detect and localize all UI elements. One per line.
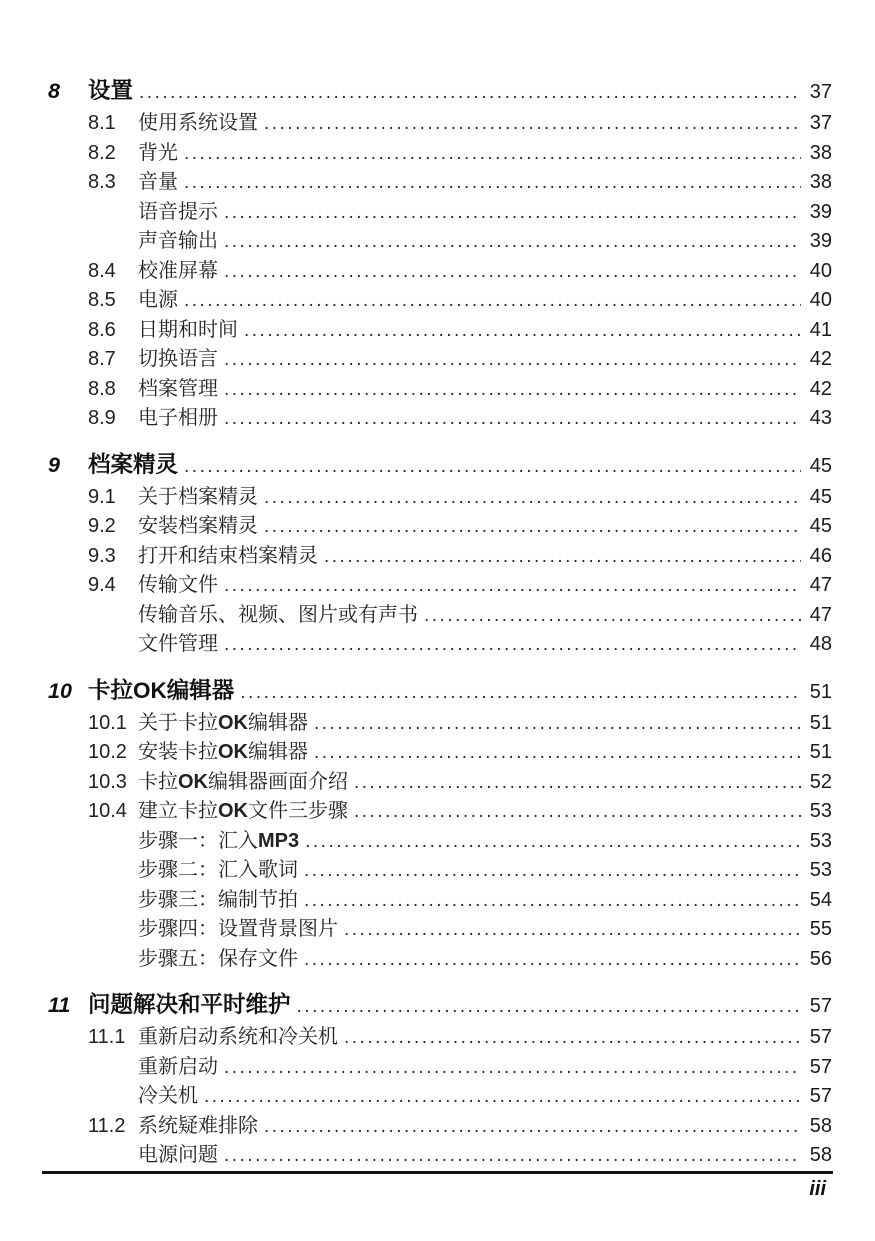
- entry-page-number: 56: [809, 947, 832, 970]
- dot-leader: [264, 483, 801, 513]
- dot-leader: [139, 74, 801, 109]
- entry-number: 9.4: [88, 574, 116, 596]
- folio-page-number: iii: [809, 1178, 826, 1200]
- entry-title: [138, 316, 238, 345]
- entry-page-number: 41: [809, 318, 832, 341]
- entry-number: 8.2: [88, 141, 116, 164]
- entry-page-number: 40: [809, 289, 832, 311]
- toc-chapter-9: [48, 448, 832, 483]
- dot-leader: [224, 198, 801, 228]
- dot-leader: [184, 448, 801, 483]
- dot-leader: [244, 316, 801, 346]
- toc-subentry: [138, 915, 832, 945]
- title-segment: 安装卡拉: [138, 741, 218, 763]
- title-segment: 步骤二：汇入歌词: [138, 859, 298, 881]
- entry-page-number: 46: [809, 544, 832, 567]
- entry-number: 10.3: [88, 770, 127, 793]
- toc-entry-9.1: [88, 483, 832, 513]
- dot-leader: [224, 375, 801, 405]
- dot-leader: [324, 542, 801, 572]
- title-segment: 关于档案精灵: [138, 485, 258, 508]
- toc-subentry: [138, 827, 832, 857]
- entry-title: [138, 915, 338, 944]
- dot-leader: [314, 709, 801, 739]
- entry-page-number: 42: [809, 348, 832, 370]
- dot-leader: [224, 571, 801, 601]
- entry-page-number: 39: [809, 230, 832, 252]
- title-segment: 步骤一：汇入: [138, 829, 258, 852]
- dot-leader: [224, 404, 801, 434]
- entry-number: 10.4: [88, 800, 127, 822]
- entry-page-number: 57: [809, 1026, 832, 1048]
- chapter-title: [88, 988, 291, 1021]
- chapter-number: 10: [48, 678, 72, 703]
- entry-title: [138, 797, 348, 826]
- entry-number: 8.3: [88, 171, 116, 193]
- title-segment: OK: [178, 770, 208, 793]
- title-segment: 打开和结束档案精灵: [138, 544, 318, 567]
- dot-leader: [304, 886, 801, 916]
- entry-number: 11.2: [88, 1114, 126, 1137]
- dot-leader: [344, 915, 801, 945]
- dot-leader: [224, 1053, 801, 1083]
- title-segment: 步骤四：设置背景图片: [138, 918, 338, 940]
- entry-number: 8.4: [88, 259, 116, 282]
- toc-subentry: [138, 227, 832, 257]
- title-segment: 编辑器: [166, 677, 235, 703]
- dot-leader: [344, 1023, 801, 1053]
- title-segment: 关于卡拉: [138, 711, 218, 734]
- entry-page-number: 45: [809, 485, 832, 508]
- entry-number: 8.9: [88, 407, 116, 429]
- entry-number: 10.2: [88, 741, 127, 763]
- toc-entry-8.7: [88, 345, 832, 375]
- toc-entry-10.1: [88, 709, 832, 739]
- entry-page-number: 58: [809, 1144, 832, 1166]
- entry-number: 9.1: [88, 485, 116, 508]
- entry-number: 8.8: [88, 377, 116, 400]
- title-segment: 声音输出: [138, 230, 218, 252]
- dot-leader: [224, 257, 801, 287]
- chapter-number: 8: [48, 79, 60, 103]
- entry-number: 9.3: [88, 544, 116, 567]
- dot-leader: [204, 1082, 801, 1112]
- toc-subentry: [138, 1082, 832, 1112]
- dot-leader: [224, 345, 801, 375]
- toc-chapter-10: [48, 674, 832, 709]
- entry-page-number: 53: [809, 829, 832, 852]
- entry-title: [138, 1023, 338, 1052]
- entry-page-number: 57: [809, 1085, 832, 1107]
- entry-title: [138, 945, 298, 974]
- entry-title: [138, 257, 218, 286]
- chapter-title: [88, 448, 178, 481]
- entry-title: [138, 1082, 198, 1111]
- dot-leader: [305, 827, 801, 857]
- title-segment: 卡拉: [138, 770, 178, 793]
- chapter-title: [88, 674, 234, 707]
- dot-leader: [224, 1141, 801, 1171]
- entry-number: 11.1: [88, 1026, 126, 1048]
- title-segment: MP3: [258, 829, 300, 852]
- chapter-page-number: 45: [809, 454, 832, 477]
- entry-title: [138, 168, 178, 197]
- entry-number: 8.7: [88, 348, 116, 370]
- title-segment: 编辑器: [248, 741, 308, 763]
- title-segment: OK: [218, 741, 248, 763]
- entry-number: 10.1: [88, 711, 127, 734]
- toc-entry-8.2: [88, 139, 832, 169]
- entry-page-number: 53: [809, 800, 832, 822]
- entry-title: [138, 1141, 218, 1170]
- entry-title: [138, 345, 218, 374]
- toc-section-8: [48, 74, 832, 434]
- title-segment: 校准屏幕: [138, 259, 218, 282]
- title-segment: 重新启动系统和冷关机: [138, 1026, 338, 1048]
- entry-page-number: 43: [809, 407, 832, 429]
- entry-page-number: 47: [809, 603, 832, 626]
- title-segment: 冷关机: [138, 1085, 198, 1107]
- toc-section-10: [48, 674, 832, 975]
- dot-leader: [184, 168, 801, 198]
- toc-subentry: [138, 856, 832, 886]
- dot-leader: [224, 227, 801, 257]
- entry-number: 8.1: [88, 112, 116, 134]
- toc-entry-8.9: [88, 404, 832, 434]
- title-segment: 编辑器画面介绍: [208, 770, 348, 793]
- entry-page-number: 45: [809, 515, 832, 537]
- title-segment: 系统疑难排除: [138, 1114, 258, 1137]
- entry-page-number: 52: [809, 770, 832, 793]
- title-segment: 问题解决和平时维护: [88, 992, 291, 1017]
- toc-entry-10.3: [88, 768, 832, 798]
- toc-subentry: [138, 198, 832, 228]
- dot-leader: [264, 512, 801, 542]
- toc-chapter-11: [48, 988, 832, 1023]
- title-segment: 电源问题: [138, 1144, 218, 1166]
- entry-title: [138, 1053, 218, 1082]
- dot-leader: [224, 630, 801, 660]
- toc-subentry: [138, 886, 832, 916]
- toc-entry-8.4: [88, 257, 832, 287]
- title-segment: 档案精灵: [88, 451, 179, 477]
- page-footer: [42, 1171, 833, 1201]
- dot-leader: [354, 768, 801, 798]
- chapter-page-number: 57: [809, 995, 832, 1017]
- dot-leader: [264, 109, 801, 139]
- toc-entry-8.3: [88, 168, 832, 198]
- dot-leader: [424, 601, 801, 631]
- toc-subentry: [138, 601, 832, 631]
- entry-number: 9.2: [88, 515, 116, 537]
- toc-entry-10.4: [88, 797, 832, 827]
- entry-title: [138, 286, 178, 315]
- title-segment: 档案管理: [138, 377, 218, 400]
- toc-entry-10.2: [88, 738, 832, 768]
- toc-subentry: [138, 630, 832, 660]
- entry-title: [138, 483, 258, 512]
- title-segment: 文件三步骤: [248, 800, 348, 822]
- dot-leader: [314, 738, 801, 768]
- entry-page-number: 55: [809, 918, 832, 940]
- entry-page-number: 42: [809, 377, 832, 400]
- title-segment: 切换语言: [138, 348, 218, 370]
- entry-title: [138, 709, 308, 738]
- toc-chapter-8: [48, 74, 832, 109]
- chapter-number: 9: [48, 452, 60, 477]
- chapter-number: 11: [48, 993, 71, 1017]
- entry-title: [138, 404, 218, 433]
- title-segment: OK: [133, 677, 167, 703]
- toc-subentry: [138, 1141, 832, 1171]
- entry-number: 8.6: [88, 318, 116, 341]
- toc-entry-9.4: [88, 571, 832, 601]
- table-of-contents: [48, 74, 832, 1171]
- toc-subentry: [138, 945, 832, 975]
- dot-leader: [304, 856, 801, 886]
- title-segment: 安装档案精灵: [138, 515, 258, 537]
- entry-title: [138, 109, 258, 138]
- title-segment: 步骤五：保存文件: [138, 947, 298, 970]
- title-segment: 设置: [88, 78, 134, 103]
- toc-subentry: [138, 1053, 832, 1083]
- chapter-title: [88, 74, 133, 107]
- toc-entry-8.6: [88, 316, 832, 346]
- entry-title: [138, 738, 308, 767]
- entry-page-number: 51: [809, 711, 832, 734]
- dot-leader: [304, 945, 801, 975]
- title-segment: 电子相册: [138, 407, 218, 429]
- entry-page-number: 47: [809, 574, 832, 596]
- toc-entry-8.5: [88, 286, 832, 316]
- title-segment: 使用系统设置: [138, 112, 258, 134]
- dot-leader: [184, 286, 801, 316]
- entry-number: 8.5: [88, 289, 116, 311]
- entry-page-number: 38: [809, 141, 832, 164]
- entry-title: [138, 542, 318, 571]
- dot-leader: [297, 988, 801, 1023]
- entry-title: [138, 601, 418, 630]
- entry-page-number: 38: [809, 171, 832, 193]
- dot-leader: [354, 797, 801, 827]
- entry-title: [138, 768, 348, 797]
- title-segment: OK: [218, 711, 248, 734]
- toc-entry-11.1: [88, 1023, 832, 1053]
- entry-title: [138, 827, 299, 856]
- toc-entry-11.2: [88, 1112, 832, 1142]
- entry-title: [138, 1112, 258, 1141]
- entry-title: [138, 571, 218, 600]
- title-segment: 背光: [138, 141, 178, 164]
- toc-section-11: [48, 988, 832, 1171]
- entry-title: [138, 630, 218, 659]
- title-segment: 传输音乐、视频、图片或有声书: [138, 603, 418, 626]
- entry-title: [138, 139, 178, 168]
- title-segment: 音量: [138, 171, 178, 193]
- title-segment: 电源: [138, 289, 178, 311]
- dot-leader: [264, 1112, 801, 1142]
- footer-divider: [42, 1171, 833, 1174]
- title-segment: 步骤三：编制节拍: [138, 888, 298, 911]
- entry-title: [138, 375, 218, 404]
- entry-page-number: 40: [809, 259, 832, 282]
- dot-leader: [184, 139, 801, 169]
- entry-page-number: 51: [809, 741, 832, 763]
- title-segment: 语音提示: [138, 200, 218, 223]
- toc-section-9: [48, 448, 832, 660]
- entry-page-number: 39: [809, 200, 832, 223]
- title-segment: 卡拉: [88, 677, 134, 703]
- entry-page-number: 58: [809, 1114, 832, 1137]
- entry-page-number: 54: [809, 888, 832, 911]
- title-segment: 建立卡拉: [138, 800, 218, 822]
- dot-leader: [240, 674, 801, 709]
- entry-title: [138, 856, 298, 885]
- toc-entry-9.3: [88, 542, 832, 572]
- toc-entry-9.2: [88, 512, 832, 542]
- title-segment: OK: [218, 800, 248, 822]
- entry-page-number: 57: [809, 1055, 832, 1078]
- title-segment: 日期和时间: [138, 318, 238, 341]
- entry-title: [138, 227, 218, 256]
- chapter-page-number: 51: [809, 680, 832, 703]
- entry-title: [138, 886, 298, 915]
- toc-entry-8.8: [88, 375, 832, 405]
- entry-title: [138, 198, 218, 227]
- toc-entry-8.1: [88, 109, 832, 139]
- entry-page-number: 48: [809, 633, 832, 655]
- entry-title: [138, 512, 258, 541]
- entry-page-number: 53: [809, 859, 832, 881]
- title-segment: 传输文件: [138, 574, 218, 596]
- title-segment: 文件管理: [138, 633, 218, 655]
- chapter-page-number: 37: [809, 81, 832, 103]
- entry-page-number: 37: [809, 112, 832, 134]
- title-segment: 重新启动: [138, 1055, 218, 1078]
- title-segment: 编辑器: [248, 711, 308, 734]
